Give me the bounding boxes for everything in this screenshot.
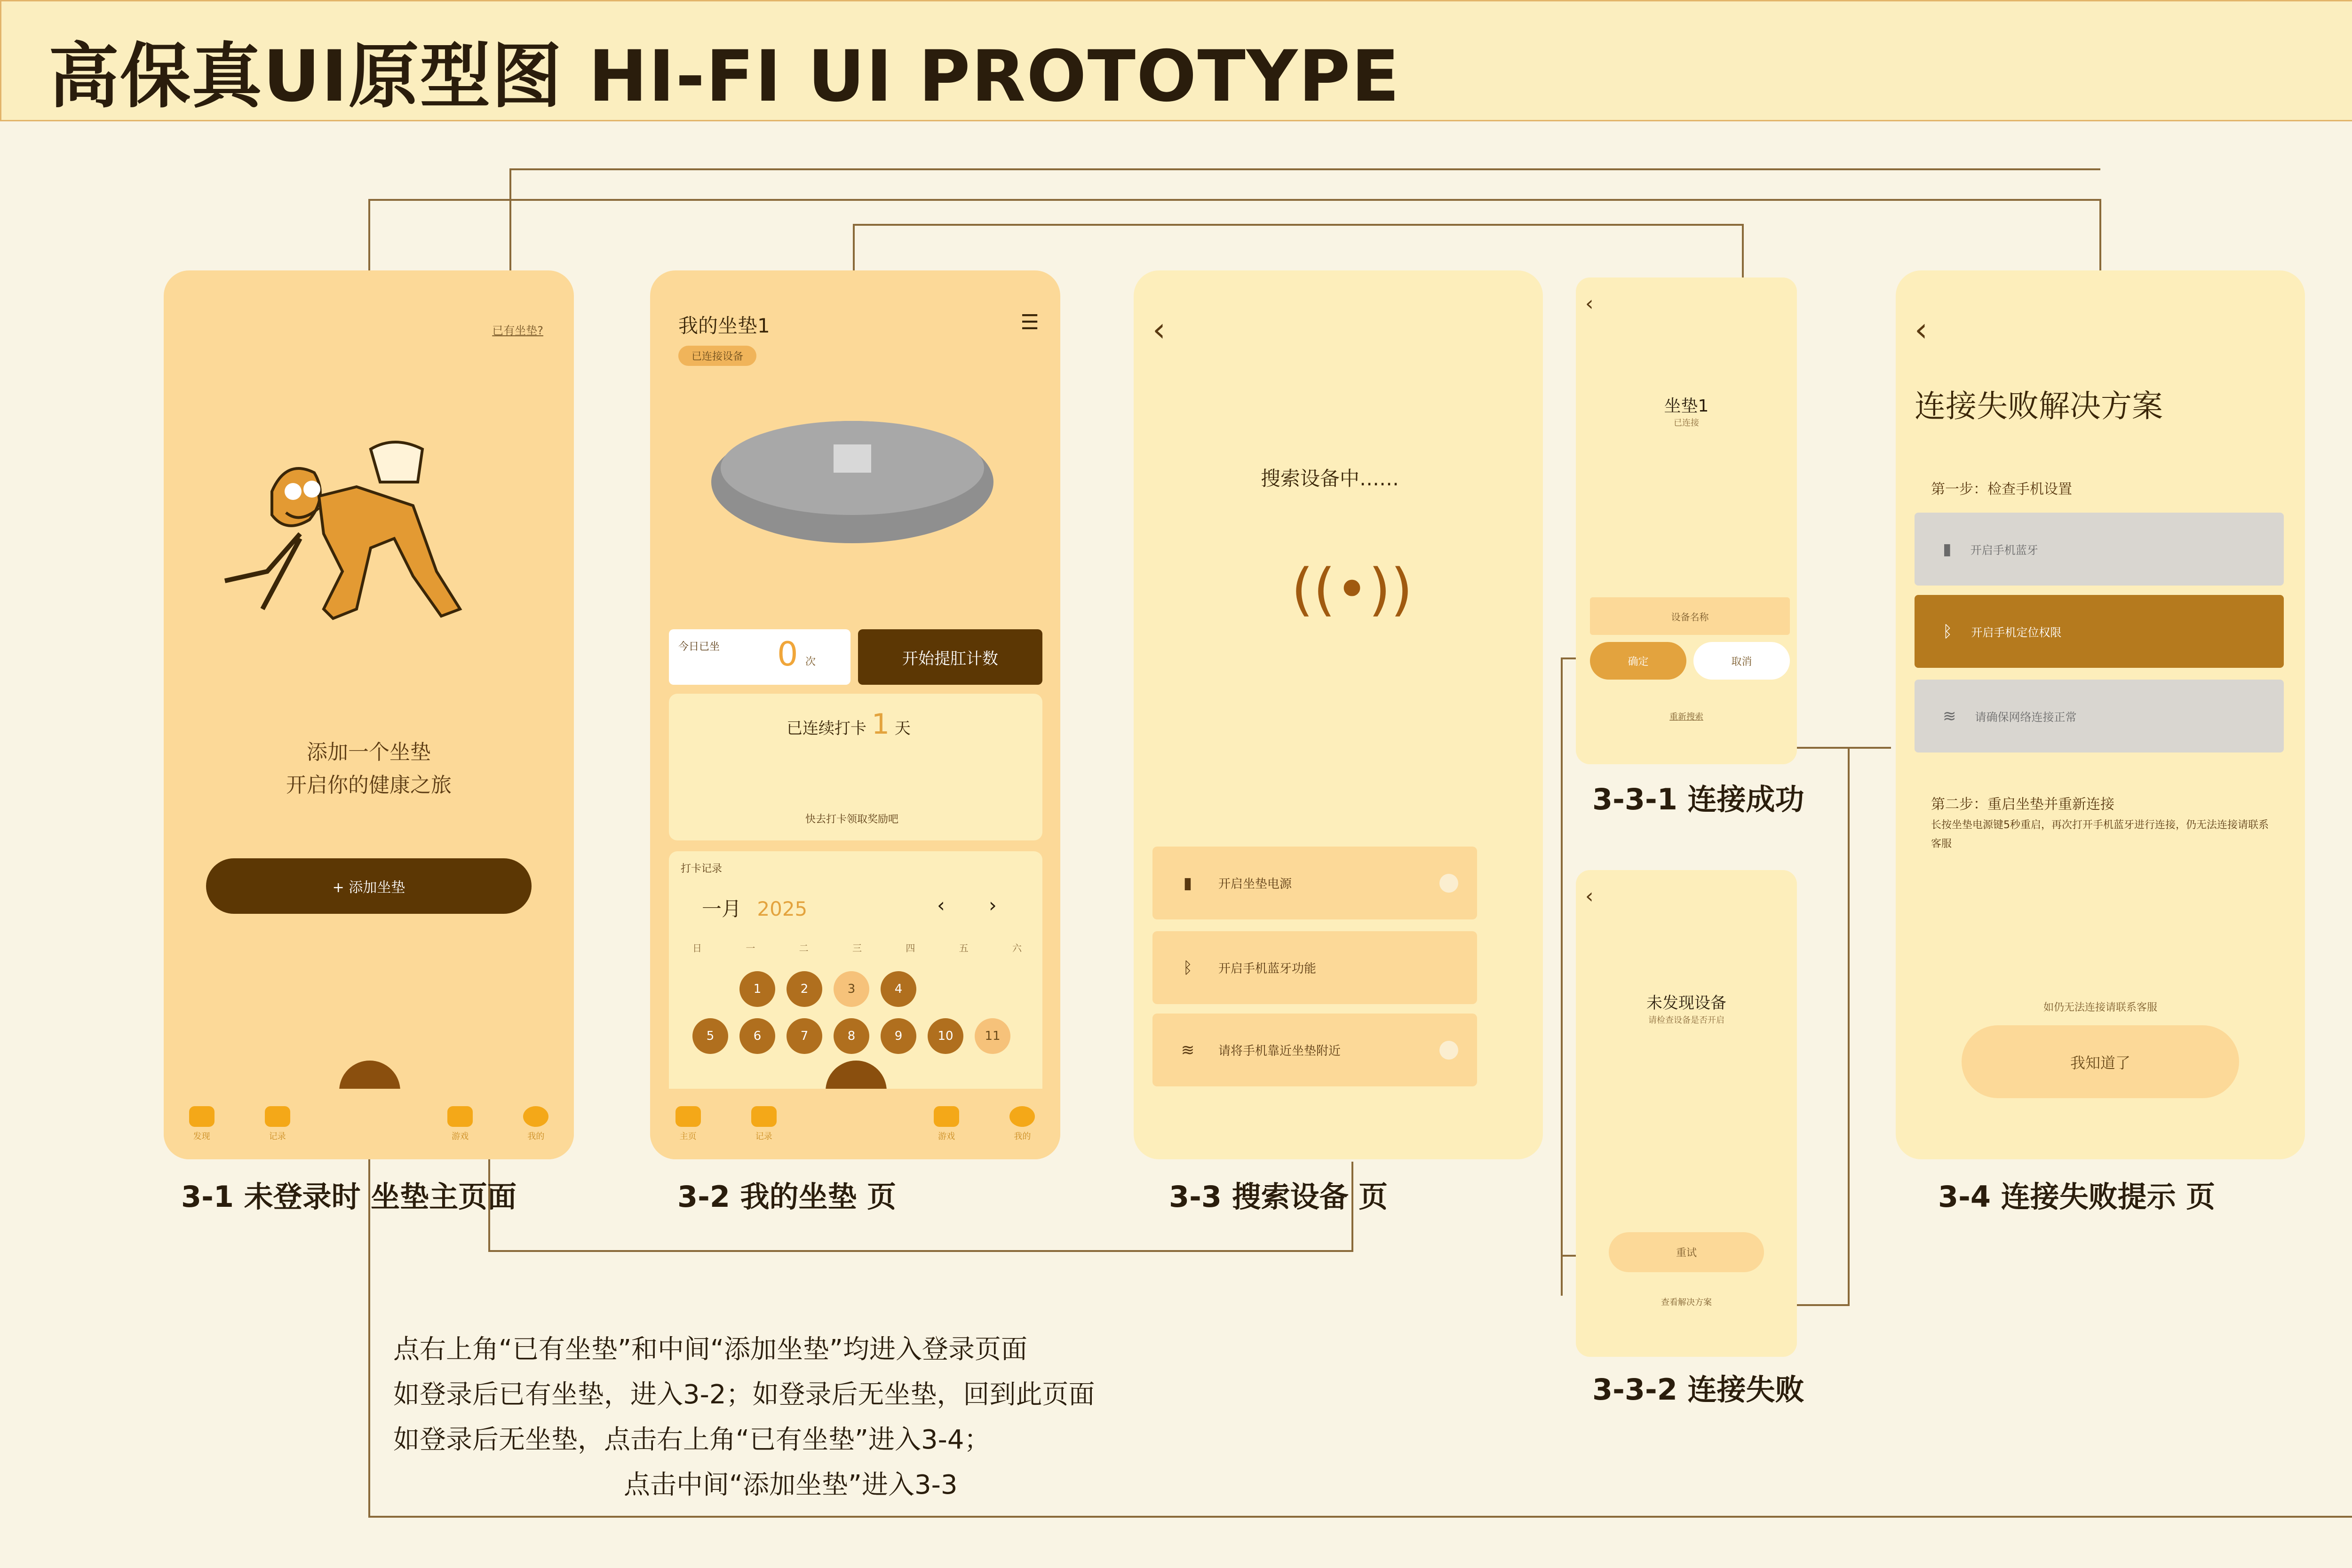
solution-item-network [1915,680,2284,752]
add-cushion-button[interactable]: + 添加坐垫 [206,858,532,914]
device-name: 坐垫1 [1664,396,1709,416]
solution-item-label: 开启手机定位权限 [1971,626,2062,639]
streak-text [787,708,911,741]
device-sub: 已连接 [1674,418,1699,428]
calendar-day[interactable]: 5 [692,1018,728,1054]
tip-label: 请将手机靠近坐垫附近 [1218,1044,1341,1058]
gamepad-icon [934,1106,959,1127]
step-1-label: 第一步：检查手机设置 [1931,481,2072,498]
add-prompt [164,736,574,802]
screen-3-3 [1134,270,1543,1159]
calendar-day[interactable]: 4 [881,971,916,1007]
calendar-year: 2025 [757,897,808,920]
solution-item-bluetooth [1915,513,2284,586]
back-icon[interactable]: ‹ [1152,310,1166,349]
tab-label: 记录 [269,1132,286,1141]
not-found-title: 未发现设备 [1646,994,1726,1013]
searching-text: 搜索设备中…… [1261,467,1399,490]
calendar-day[interactable]: 1 [739,971,775,1007]
prev-month-icon[interactable]: ‹ [937,894,945,917]
next-month-icon[interactable]: › [989,894,997,917]
streak-suffix: 天 [894,719,911,738]
back-icon[interactable]: ‹ [1585,884,1594,908]
check-icon [1439,1041,1458,1060]
note-line: 点右上角“已有坐垫”和中间“添加坐垫”均进入登录页面 [393,1334,1028,1365]
start-count-button[interactable]: 开始提肛计数 [858,629,1042,685]
weekday: 六 [1012,942,1022,954]
calendar-day[interactable]: 8 [834,1018,869,1054]
tab-label: 游戏 [452,1132,469,1141]
note-line: 点击中间“添加坐垫”进入3-3 [624,1470,958,1500]
sit-count-value: 0 [777,635,798,673]
tip-label: 开启手机蓝牙功能 [1218,962,1317,976]
caption-3-1: 3-1 未登录时 坐垫主页面 [181,1180,517,1214]
weekday: 四 [906,942,915,954]
calendar-month: 一月 [702,897,742,920]
research-link[interactable]: 重新搜索 [1669,712,1703,722]
tab-label: 主页 [679,1132,697,1141]
bluetooth-icon: ᛒ [1943,622,1953,641]
help-text: 如仍无法连接请联系客服 [2043,1002,2157,1014]
weekday: 二 [799,942,809,954]
tab-discover[interactable] [189,1106,215,1142]
screen-3-4 [1896,270,2305,1159]
gamepad-icon [447,1106,473,1127]
battery-icon: ▮ [1943,539,1952,559]
weekday-row [692,941,1022,954]
calendar-icon [265,1106,290,1127]
note-line: 如登录后无坐垫，点击右上角“已有坐垫”进入3-4； [393,1425,991,1455]
monkey-illustration [215,430,516,675]
solution-title: 连接失败解决方案 [1915,388,2163,424]
smile-icon [1009,1106,1035,1127]
home-icon [189,1106,215,1127]
prompt-line-2: 开启你的健康之旅 [286,773,452,797]
calendar-day[interactable]: 11 [975,1018,1010,1054]
screen-3-2 [650,270,1060,1159]
tip-label: 开启坐垫电源 [1218,877,1292,891]
solution-item-location [1915,595,2284,668]
connector-31-to-34 [369,200,2100,275]
not-found-subtitle: 请检查设备是否开启 [1648,1015,1724,1025]
check-icon [1439,874,1458,893]
bluetooth-icon: ᛒ [1183,958,1193,977]
sit-count-card [669,629,850,685]
calendar-day[interactable]: 7 [787,1018,822,1054]
calendar-day[interactable]: 2 [787,971,822,1007]
menu-icon[interactable]: ☰ [1020,310,1039,334]
battery-icon: ▮ [1183,873,1192,893]
has-cushion-link[interactable]: 已有坐垫? [492,324,543,337]
tab-bar [164,1089,574,1159]
calendar-day[interactable]: 9 [881,1018,916,1054]
screen-3-3-1 [1576,277,1797,764]
device-name-field[interactable]: 设备名称 [1590,597,1790,635]
caption-3-3: 3-3 搜索设备 页 [1169,1180,1388,1214]
wifi-icon: ≋ [1181,1040,1195,1060]
tab-label: 记录 [755,1132,772,1141]
caption-3-4: 3-4 连接失败提示 页 [1938,1180,2216,1214]
streak-bubble: 快去打卡领取奖励吧 [805,814,899,825]
smile-icon [523,1106,548,1127]
caption-3-3-2: 3-3-2 连接失败 [1592,1372,1804,1407]
calendar-month-year [702,894,807,922]
tab-home[interactable] [675,1106,701,1142]
screen-3-1 [164,270,574,1159]
tab-record[interactable] [751,1106,777,1142]
note-line: 如登录后已有坐垫，进入3-2；如登录后无坐垫，回到此页面 [393,1379,1095,1410]
tab-game[interactable] [934,1106,959,1142]
calendar-label: 打卡记录 [681,863,723,875]
streak-card [669,694,1042,840]
status-chip: 已连接设备 [678,346,756,366]
weekday: 日 [692,942,702,954]
streak-value: 1 [871,708,890,741]
solution-item-label: 开启手机蓝牙 [1970,544,2038,557]
weekday: 五 [959,942,969,954]
tab-bar [650,1089,1060,1159]
got-it-button[interactable]: 我知道了 [1962,1025,2239,1098]
tab-me[interactable] [1009,1106,1035,1142]
tab-label: 我的 [527,1132,545,1141]
cushion-title[interactable]: 我的坐垫1 [678,314,770,337]
cushion-image [707,397,998,553]
cancel-button[interactable]: 取消 [1693,642,1790,680]
screen-3-3-2 [1576,870,1797,1357]
calendar-icon [751,1106,777,1127]
weekday: 一 [746,942,755,954]
solution-item-label: 请确保网络连接正常 [1975,711,2077,724]
streak-prefix: 已连续打卡 [787,719,866,738]
tab-me[interactable] [523,1106,548,1142]
calendar-day[interactable]: 3 [834,971,869,1007]
tab-label: 发现 [193,1132,210,1141]
page-title: 高保真UI原型图 HI-FI UI PROTOTYPE [48,36,1400,118]
retry-button[interactable]: 重试 [1609,1232,1764,1272]
wifi-icon: ≋ [1943,706,1956,726]
sit-count-label: 今日已坐 [678,641,720,653]
back-icon[interactable]: ‹ [1585,292,1594,316]
caption-3-2: 3-2 我的坐垫 页 [677,1180,897,1214]
prompt-line-1: 添加一个坐垫 [307,740,431,764]
home-icon [675,1106,701,1127]
calendar-day[interactable]: 10 [928,1018,963,1054]
sit-count-unit: 次 [805,656,816,668]
step-2-desc: 长按坐垫电源键5秒重启，再次打开手机蓝牙进行连接，仍无法连接请联系客服 [1931,819,2269,850]
tip-row-proximity [1152,1014,1477,1086]
tip-row-power [1152,847,1477,919]
flow-note [393,1327,1095,1508]
connector-note-to-331 [1562,658,1576,1296]
back-icon[interactable]: ‹ [1915,310,1928,349]
tab-label: 我的 [1014,1132,1031,1141]
calendar-day[interactable]: 6 [739,1018,775,1054]
solution-link[interactable]: 查看解决方案 [1661,1298,1712,1307]
tip-row-bluetooth [1152,931,1477,1004]
tab-game[interactable] [447,1106,473,1142]
tab-label: 游戏 [938,1132,955,1141]
confirm-button[interactable]: 确定 [1590,642,1686,680]
weekday: 三 [852,942,862,954]
signal-icon: ((•)) [1291,557,1413,623]
caption-3-3-1: 3-3-1 连接成功 [1592,782,1804,816]
step-2-label: 第二步：重启坐垫并重新连接 [1931,796,2114,813]
tab-record[interactable] [265,1106,290,1142]
